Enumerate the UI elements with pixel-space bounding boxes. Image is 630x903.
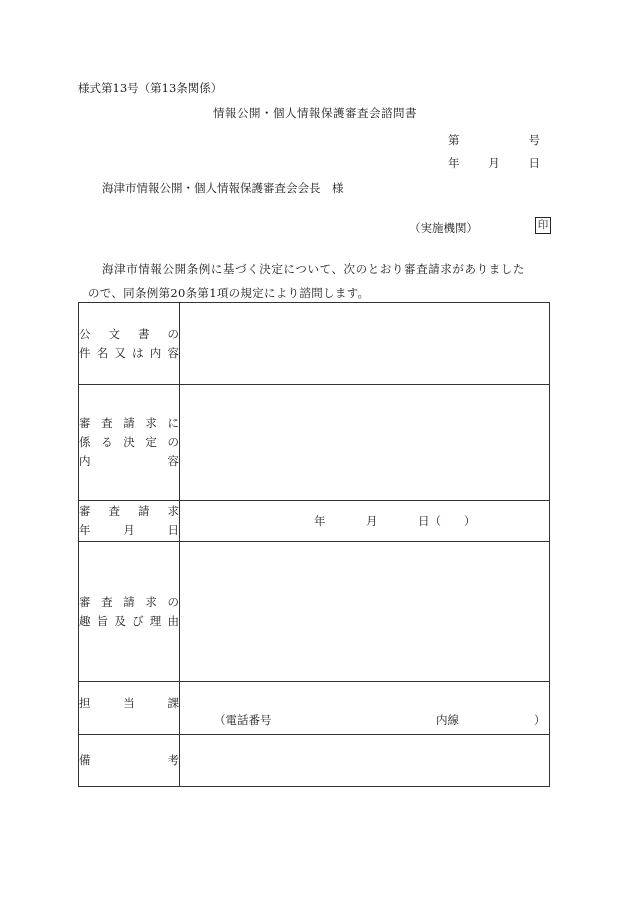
date-day-label: 日 [528, 156, 540, 170]
label-char: の [167, 435, 179, 449]
label-char: 請 [138, 504, 150, 518]
label-char: 名 [96, 345, 109, 360]
field-request-date[interactable] [180, 501, 550, 542]
label-char: 審 [79, 504, 91, 518]
label-char: の [167, 326, 179, 341]
extension-label: 内線 [436, 713, 459, 727]
body-text-line-2: ので、同条例第20条第1項の規定により諮問します。 [88, 286, 370, 300]
label-char: の [167, 594, 179, 609]
implementing-agency-label: （実施機関） [409, 221, 478, 235]
label-char: 査 [101, 594, 113, 609]
label-char: 請 [123, 594, 135, 609]
label-char: 求 [145, 594, 157, 609]
label-char: 査 [101, 416, 113, 430]
label-char: に [167, 416, 179, 430]
label-char: 日 [167, 523, 179, 537]
label-char: 求 [167, 504, 179, 518]
label-char: 容 [167, 345, 179, 360]
label-char: 容 [167, 454, 179, 468]
label-decision-content [79, 385, 180, 501]
field-responsible-section[interactable] [180, 682, 550, 735]
label-document-subject [79, 303, 180, 385]
label-request-purpose [79, 542, 180, 682]
table-row-responsible-section [79, 682, 550, 735]
date-month-label: 月 [488, 156, 500, 170]
label-char: 考 [167, 753, 179, 767]
phone-number-label: （電話番号 [214, 713, 272, 727]
table-row-document-subject [79, 303, 550, 385]
label-char: 件 [79, 345, 91, 360]
label-responsible-section [79, 682, 180, 735]
label-char: 備 [79, 753, 91, 767]
table-row-remarks [79, 735, 550, 787]
document-date-line [448, 155, 540, 171]
label-remarks [79, 735, 180, 787]
seal-mark: 印 [535, 217, 551, 234]
label-char: 由 [167, 613, 179, 628]
request-date-year: 年 [314, 514, 326, 528]
request-date-day-weekday: 日（ ） [418, 514, 476, 528]
label-char: 審 [79, 416, 91, 430]
phone-close-paren: ） [534, 713, 546, 727]
table-row-decision-content [79, 385, 550, 501]
label-char: 担 [79, 696, 91, 710]
document-title: 情報公開・個人情報保護審査会諮問書 [213, 106, 417, 120]
field-document-subject[interactable] [180, 303, 550, 385]
label-char: 定 [145, 435, 157, 449]
field-request-purpose[interactable] [180, 542, 550, 682]
label-char: は [132, 345, 144, 360]
label-char: 年 [79, 523, 91, 537]
table-row-request-purpose [79, 542, 550, 682]
label-char: び [132, 613, 144, 628]
label-char: 及 [114, 613, 126, 628]
label-char: 当 [123, 696, 135, 710]
label-char: 又 [114, 345, 126, 360]
label-char: 査 [108, 504, 120, 518]
inquiry-form-table [78, 302, 550, 787]
body-text-line-1: 海津市情報公開条例に基づく決定について、次のとおり審査請求がありました [102, 262, 526, 276]
number-suffix: 号 [528, 133, 540, 147]
label-char: 文 [108, 326, 120, 341]
label-char: 月 [123, 523, 135, 537]
label-char: 請 [123, 416, 135, 430]
label-char: 内 [79, 454, 91, 468]
label-char: 係 [79, 435, 91, 449]
table-row-request-date [79, 501, 550, 542]
date-year-label: 年 [448, 156, 460, 170]
number-prefix: 第 [448, 133, 460, 147]
addressee: 海津市情報公開・個人情報保護審査会会長 様 [102, 181, 344, 195]
label-char: 内 [149, 345, 162, 360]
field-remarks[interactable] [180, 735, 550, 787]
label-char: 書 [138, 326, 150, 341]
label-char: 公 [79, 326, 91, 341]
label-char: 旨 [96, 613, 109, 628]
label-char: 趣 [79, 613, 91, 628]
label-char: 理 [149, 613, 162, 628]
field-decision-content[interactable] [180, 385, 550, 501]
form-number: 様式第13号（第13条関係） [78, 81, 223, 95]
request-date-month: 月 [366, 514, 378, 528]
document-number-line [448, 132, 540, 148]
label-char: 課 [167, 696, 179, 710]
label-char: る [101, 435, 113, 449]
label-char: 審 [79, 594, 91, 609]
label-char: 決 [123, 435, 135, 449]
label-char: 求 [145, 416, 157, 430]
label-request-date [79, 501, 180, 542]
